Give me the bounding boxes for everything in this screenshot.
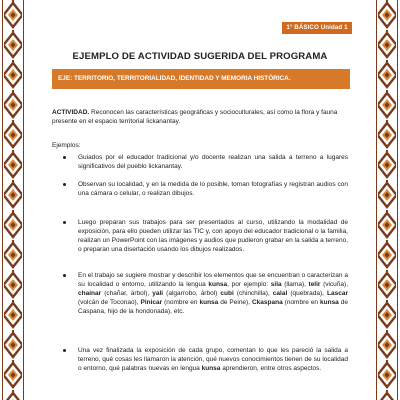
kunsa-term: kunsa bbox=[320, 299, 339, 306]
kunsa-term: Ckaspana bbox=[251, 299, 283, 306]
text-run: de Peine), bbox=[218, 299, 252, 306]
text-run: (vicuña), bbox=[320, 281, 348, 288]
text-run: (algarrobo, árbol) bbox=[163, 290, 221, 297]
text-run: Una vez finalizada la exposición de cada grupo, comentan lo que les pareció la salida a terreno, qué cosas les llamaron la atención, qué nuevos conocimientos tienen de su localidad o entorno, qué palabras nuevas en lengua bbox=[78, 347, 348, 372]
examples-label: Ejemplos: bbox=[52, 142, 81, 149]
kunsa-term: Pinicar bbox=[140, 299, 163, 306]
kunsa-term: kunsa bbox=[199, 299, 219, 306]
text-run: (llama), bbox=[281, 281, 309, 288]
text-run: , por ejemplo: bbox=[227, 281, 271, 288]
activity-paragraph bbox=[52, 109, 348, 126]
text-run: (nombre en bbox=[282, 299, 321, 306]
bullet-icon bbox=[63, 349, 66, 352]
list-item-text: Luego preparan sus trabajos para ser presentados al curso, utilizando la modalidad de exposición, para ello pueden utilizar las TIC y, con apoyo del educador tradicional o la familia, realizan un PowerPoint con las imágenes y audios que pudieron grabar en la salida a terreno, o preparan una disertación usando los dibujos realizados. bbox=[78, 219, 348, 253]
text-run: En el trabajo se sugiere mostrar y describir los elementos que se encuentran o caracterizan a su localidad o entorno, utilizando la lengua bbox=[78, 272, 348, 288]
list-item-text: Guiados por el educador tradicional y/o docente realizan una salida a terreno a lugares significativos del pueblo lickanantay. bbox=[78, 154, 348, 170]
theme-bar: EJE: TERRITORIO, TERRITORIALIDAD, IDENTIDAD Y MEMORIA HISTÓRICA. bbox=[52, 69, 350, 89]
andean-pattern-icon bbox=[374, 0, 400, 400]
decorative-border-right bbox=[374, 0, 400, 400]
text-run: (volcán de Toconao), bbox=[78, 299, 141, 306]
kunsa-term: kunsa bbox=[208, 281, 228, 288]
kunsa-term: calal bbox=[272, 290, 288, 297]
text-run: (nombre en bbox=[162, 299, 200, 306]
activity-text: Reconocen las características geográficas y socioculturales, así como la flora y fauna presente en el espacio territorial lickanantay. bbox=[52, 109, 338, 125]
bullet-icon bbox=[63, 183, 66, 186]
text-run: (chañar, árbol), bbox=[101, 290, 153, 297]
bullet-icon bbox=[63, 156, 66, 159]
kunsa-term: telir bbox=[308, 281, 321, 288]
kunsa-term: yali bbox=[152, 290, 164, 297]
unit-badge bbox=[282, 22, 352, 34]
bullet-icon bbox=[63, 274, 66, 277]
kunsa-term: chainar bbox=[78, 290, 102, 297]
text-run: de Caspana, hijo de la hondonada), etc. bbox=[78, 299, 348, 315]
decorative-border-left bbox=[0, 0, 26, 400]
bullet-icon bbox=[63, 221, 66, 224]
unit-badge-label: 1° BÁSICO Unidad 1 bbox=[286, 24, 348, 31]
list-item-text bbox=[78, 346, 348, 373]
kunsa-term: cubi bbox=[220, 290, 234, 297]
text-run: (chinchilla), bbox=[233, 290, 273, 297]
kunsa-term: kunsa bbox=[201, 365, 221, 372]
list-item-text bbox=[78, 271, 348, 316]
kunsa-term: Lascar bbox=[327, 290, 348, 297]
activity-label: ACTIVIDAD. bbox=[52, 109, 90, 116]
text-run: aprendieron, entre otros aspectos. bbox=[220, 365, 322, 372]
text-run: (quebrada), bbox=[287, 290, 328, 297]
andean-pattern-icon bbox=[0, 0, 26, 400]
kunsa-term: sila bbox=[270, 281, 282, 288]
page-title: EJEMPLO DE ACTIVIDAD SUGERIDA DEL PROGRAMA bbox=[72, 51, 328, 62]
list-item-text: Observan su localidad, y en la medida de lo posible, toman fotografías y registran audios con una cámara o celular, o realizan dibujos. bbox=[78, 181, 348, 197]
